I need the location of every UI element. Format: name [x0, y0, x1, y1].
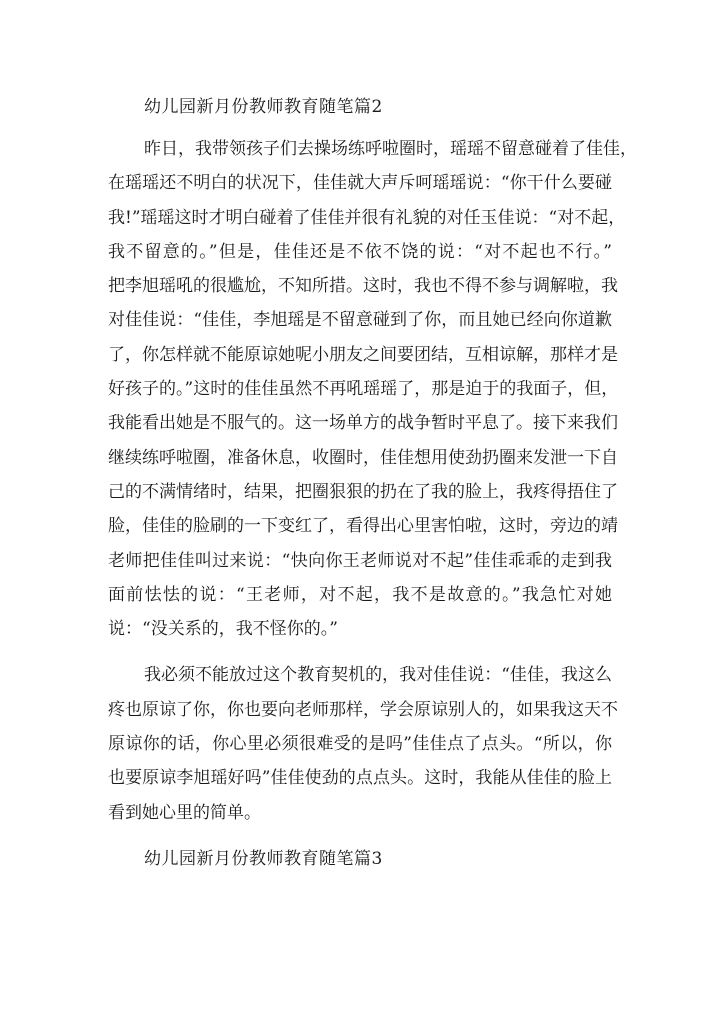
text-line: 老师把佳佳叫过来说：“快向你王老师说对不起”佳佳乖乖的走到我 — [108, 550, 612, 571]
text-line: 我能看出她是不服气的。这一场单方的战争暂时平息了。接下来我们 — [108, 413, 618, 434]
text-line: 了，你怎样就不能原谅她呢小朋友之间要团结，互相谅解，那样才是 — [108, 344, 618, 365]
text-line: 在瑶瑶还不明白的状况下，佳佳就大声斥呵瑶瑶说：“你干什么要碰 — [108, 173, 612, 194]
text-line: 脸，佳佳的脸刷的一下变红了，看得出心里害怕啦，这时，旁边的靖 — [108, 516, 618, 537]
text-line: 对佳佳说：“佳佳，李旭瑶是不留意碰到了你，而且她已经向你道歉 — [108, 310, 612, 331]
text-line: 面前怯怯的说：“王老师，对不起，我不是故意的。”我急忙对她 — [108, 584, 612, 605]
text-line: 疼也原谅了你，你也要向老师那样，学会原谅别人的，如果我这天不 — [108, 699, 618, 720]
paragraph-1 — [108, 132, 637, 646]
text-line: 看到她心里的简单。 — [108, 802, 261, 823]
text-line: 说：“没关系的，我不怪你的。” — [108, 619, 338, 640]
text-line: 也要原谅李旭瑶好吗”佳佳使劲的点点头。这时，我能从佳佳的脸上 — [108, 768, 612, 789]
paragraph-2 — [108, 658, 618, 829]
text-line: 我必须不能放过这个教育契机的，我对佳佳说：“佳佳，我这么 — [144, 665, 612, 686]
text-line: 原谅你的话，你心里必须很难受的是吗”佳佳点了点头。“所以，你 — [108, 734, 612, 755]
text-line: 继续练呼啦圈，准备休息，收圈时，佳佳想用使劲扔圈来发泄一下自 — [108, 447, 618, 468]
text-line: 我!”瑶瑶这时才明白碰着了佳佳并很有礼貌的对任玉佳说：“对不起， — [108, 207, 626, 228]
section-heading-2: 幼儿园新月份教师教育随笔篇2 — [144, 97, 383, 117]
document-page — [108, 90, 637, 876]
text-line: 己的不满情绪时，结果，把圈狠狠的扔在了我的脸上，我疼得捂住了 — [108, 481, 618, 502]
text-line: 把李旭瑶吼的很尴尬，不知所措。这时，我也不得不参与调解啦，我 — [108, 276, 618, 297]
section-heading-3: 幼儿园新月份教师教育随笔篇3 — [144, 848, 383, 869]
text-line: 我不留意的。”但是，佳佳还是不依不饶的说：“对不起也不行。” — [108, 241, 612, 262]
text-line: 好孩子的。”这时的佳佳虽然不再吼瑶瑶了，那是迫于的我面子，但， — [108, 379, 619, 400]
text-line: 昨日，我带领孩子们去操场练呼啦圈时，瑶瑶不留意碰着了佳佳， — [144, 139, 637, 159]
